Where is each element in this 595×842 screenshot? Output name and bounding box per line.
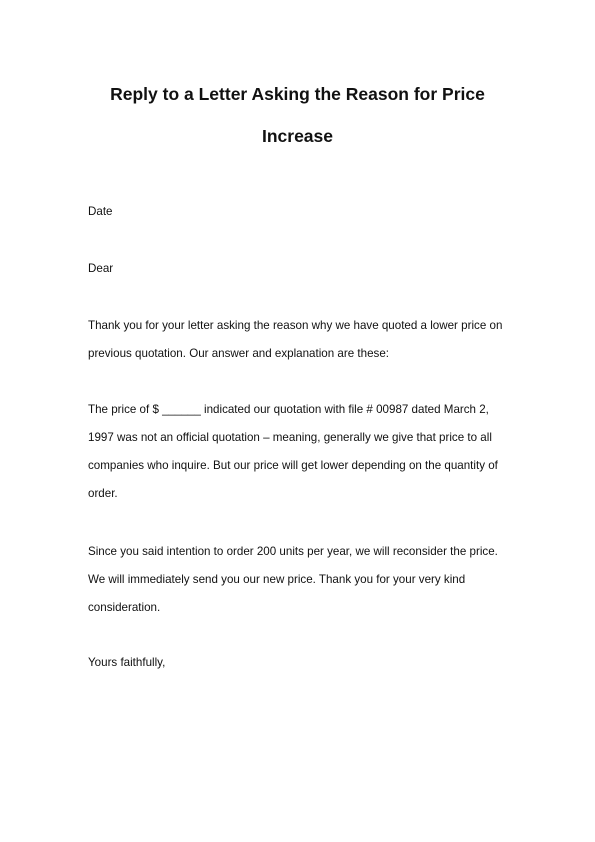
date-label: Date (88, 205, 113, 218)
paragraph-2-line: companies who inquire. But our price will get lower depending on the quantity of (88, 459, 498, 472)
paragraph-1-line: Thank you for your letter asking the reason why we have quoted a lower price on (88, 319, 503, 332)
paragraph-2-line: 1997 was not an official quotation – meaning, generally we give that price to all (88, 431, 492, 444)
paragraph-1-line: previous quotation. Our answer and explanation are these: (88, 347, 389, 360)
paragraph-2-line: The price of $ ______ indicated our quotation with file # 00987 dated March 2, (88, 403, 489, 416)
paragraph-2 (88, 396, 528, 508)
paragraph-3-line: Since you said intention to order 200 units per year, we will reconsider the price. (88, 545, 498, 558)
paragraph-3-line: We will immediately send you our new price. Thank you for your very kind (88, 573, 466, 586)
page-title-line-2: Increase (261, 126, 334, 146)
paragraph-3 (88, 538, 528, 622)
closing: Yours faithfully, (88, 656, 166, 669)
salutation: Dear (88, 262, 114, 275)
paragraph-1 (88, 312, 528, 368)
paragraph-3-line: consideration. (88, 601, 161, 614)
paragraph-2-line: order. (88, 487, 118, 500)
page-title-line-1: Reply to a Letter Asking the Reason for Price (110, 84, 485, 104)
